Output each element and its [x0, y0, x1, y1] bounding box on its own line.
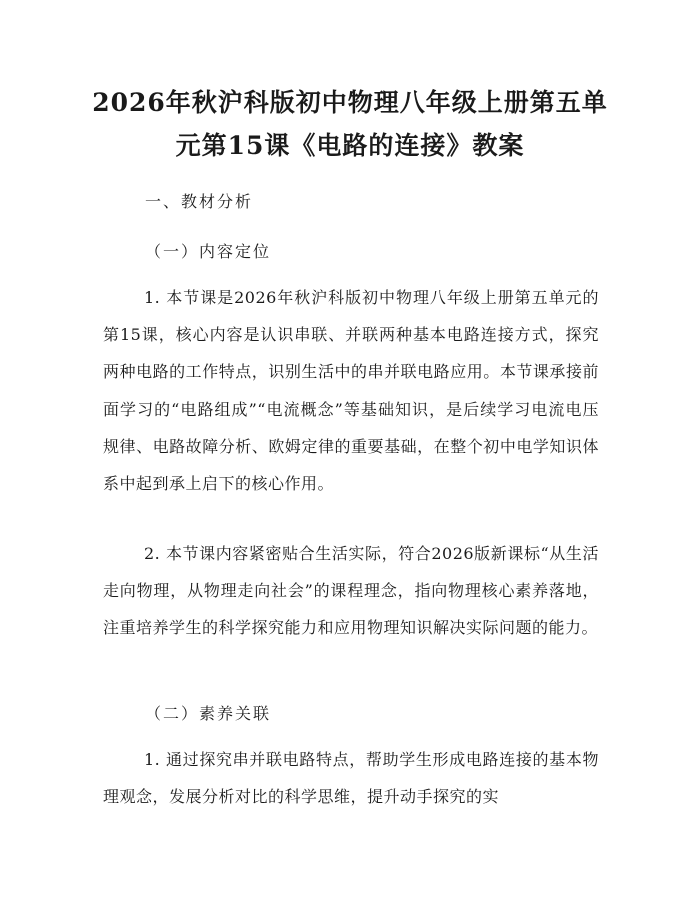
paragraph-content-positioning-1: 1. 本节课是2026年秋沪科版初中物理八年级上册第五单元的第15课，核心内容是认识串联、并联两种基本电路连接方式，探究两种电路的工作特点，识别生活中的串并联电路应用。本节课承接前面学习的“电路组成”“电流概念”等基础知识，是后续学习电流电压规律、电路故障分析、欧姆定律的重要基础，在整个初中电学知识体系中起到承上启下的核心作用。	[103, 288, 599, 494]
paragraph-content-positioning-2: 2. 本节课内容紧密贴合生活实际，符合2026版新课标“从生活走向物理，从物理走向社会”的课程理念，指向物理核心素养落地，注重培养学生的科学探究能力和应用物理知识解决实际问题的能力。	[103, 544, 599, 638]
paragraph-literacy-connection-1: 1. 通过探究串并联电路特点，帮助学生形成电路连接的基本物理观念，发展分析对比的科学思维，提升动手探究的实	[103, 750, 599, 807]
subsection-heading-content-positioning: （一）内容定位	[145, 242, 272, 261]
section-heading-textbook-analysis: 一、教材分析	[145, 192, 254, 211]
document-title-line-1: 2026年秋沪科版初中物理八年级上册第五单	[92, 88, 608, 117]
document-title-line-2: 元第15课《电路的连接》教案	[175, 131, 525, 160]
subsection-heading-literacy-connection: （二）素养关联	[145, 704, 272, 723]
